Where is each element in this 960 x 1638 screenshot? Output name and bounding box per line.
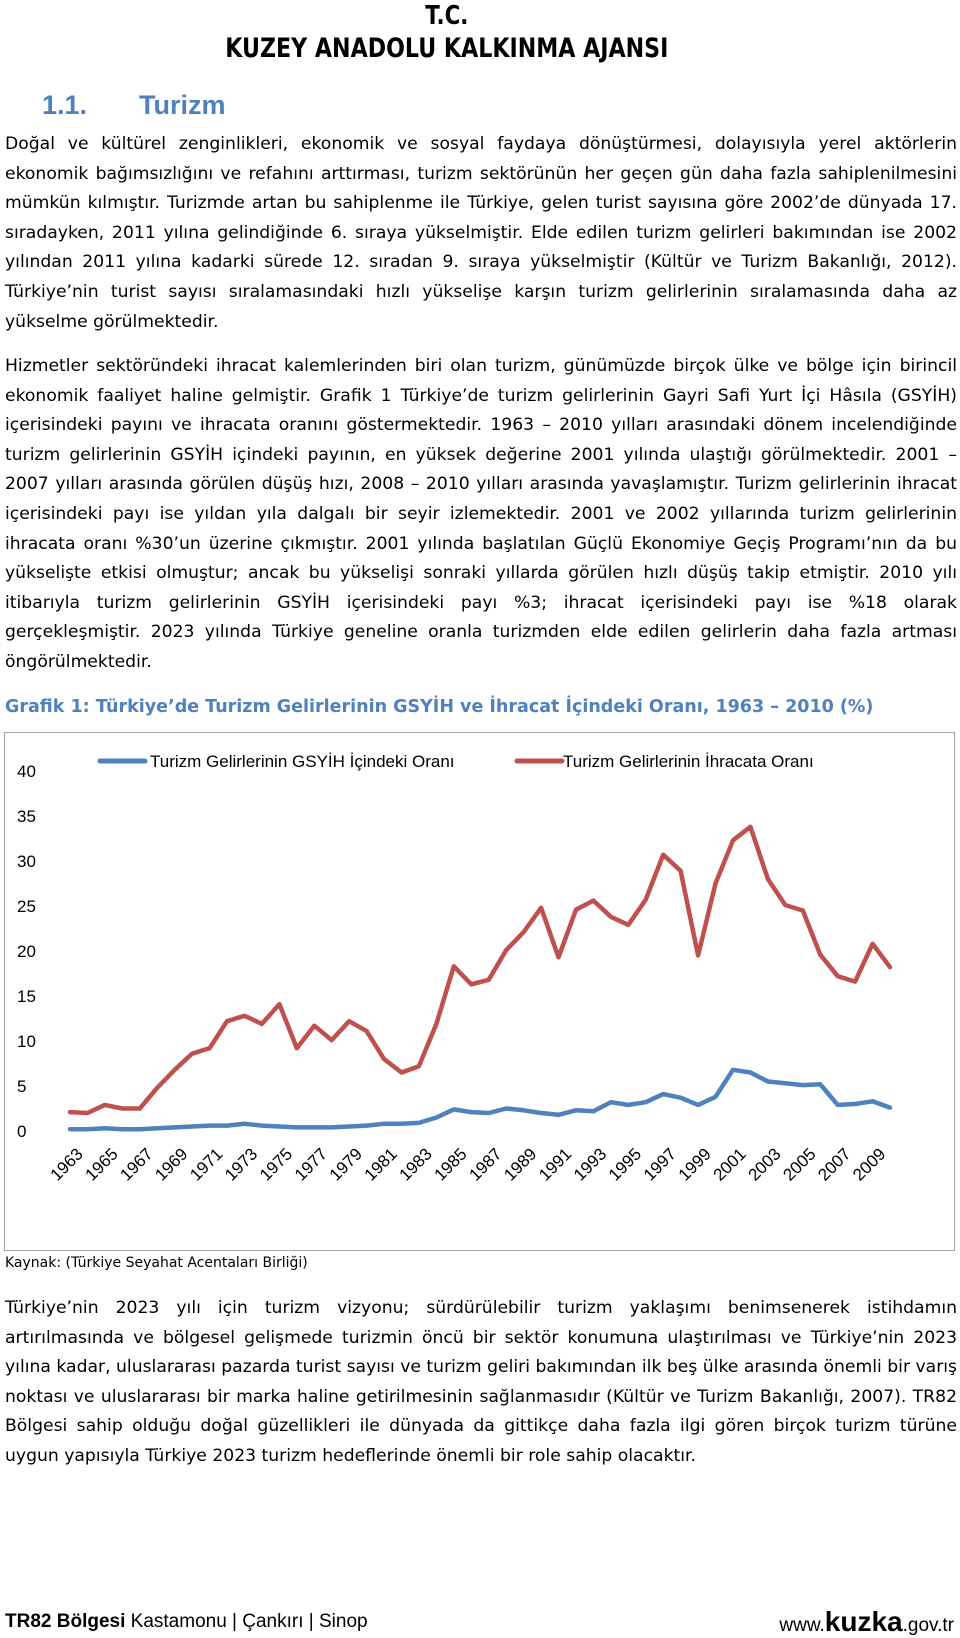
data-point-s2 xyxy=(854,980,857,983)
x-tick-label: 1977 xyxy=(290,1144,332,1185)
legend-label-1: Turizm Gelirlerinin GSYİH İçindeki Oranı xyxy=(150,752,455,771)
x-tick-label: 1987 xyxy=(465,1144,506,1185)
data-point-s1 xyxy=(452,1108,455,1111)
footer-url-brand: kuzka xyxy=(824,1606,903,1637)
footer-region-bold: TR82 Bölgesi xyxy=(5,1611,126,1632)
data-point-s1 xyxy=(592,1110,595,1113)
x-tick-label: 1995 xyxy=(604,1144,646,1185)
data-point-s2 xyxy=(330,1039,333,1042)
data-point-s1 xyxy=(330,1126,333,1129)
data-point-s2 xyxy=(644,898,647,901)
data-point-s1 xyxy=(766,1080,769,1083)
data-point-s1 xyxy=(609,1101,612,1104)
data-point-s2 xyxy=(121,1107,124,1110)
x-tick-label: 1985 xyxy=(430,1144,471,1185)
chart-container xyxy=(4,732,955,1251)
y-tick-label: 15 xyxy=(17,987,36,1006)
x-tick-label: 1983 xyxy=(395,1144,436,1185)
paragraph-2: Hizmetler sektöründeki ihracat kalemlerinden biri olan turizm, günümüzde birçok ülke ve bölge için birincil ekonomik faaliyet haline gelmiştir. Grafik 1 Türkiye’de turizm gelirlerinin Gayri Safi Yurt İçi Hâsıla (GSYİH) içerisindeki payını ve ihracata oranını göstermektedir. 1963 – 2010 yılları arasındaki dönem incelendiğinde turizm gelirlerinin GSYİH içindeki payının, en yüksek değerine 2001 yılında ulaştığı görülmektedir. 2001 – 2007 yılları arasında görülen düşüş hızı, 2008 – 2010 yılları arasında yavaşlamıştır. Turizm gelirlerinin ihracat içerisindeki payı ise yıldan yıla dalgalı bir seyir izlemektedir. 2001 ve 2002 yıllarında turizm gelirlerinin ihracata oranı %30’un üzerine çıkmıştır. 2001 yılında başlatılan Güçlü Ekonomiye Geçiş Programı’nın da bu yükselişte etkisi olmuştur; ancak bu yükselişi sonraki yıllarda görülen hızlı düşüş takip etmiştir. 2010 yılı itibarıyla turizm gelirlerinin GSYİH içerisindeki payı %3; ihracat içerisindeki payı ise %18 olarak gerçekleşmiştir. 2023 yılında Türkiye geneline oranla turizmden elde edilen gelirlerin daha fazla artması öngörülmektedir. xyxy=(5,356,957,672)
footer-region xyxy=(5,1611,368,1633)
section-number: 1.1. xyxy=(42,90,88,120)
data-point-s2 xyxy=(749,825,752,828)
data-point-s1 xyxy=(836,1103,839,1106)
data-point-s1 xyxy=(784,1082,787,1085)
data-point-s1 xyxy=(435,1116,438,1119)
data-point-s1 xyxy=(888,1106,891,1109)
data-point-s2 xyxy=(539,906,542,909)
data-point-s2 xyxy=(243,1014,246,1017)
x-tick-label: 1991 xyxy=(535,1144,576,1185)
data-point-s1 xyxy=(557,1113,560,1116)
y-tick-label: 20 xyxy=(17,942,36,961)
data-point-s1 xyxy=(400,1122,403,1125)
data-point-s2 xyxy=(871,942,874,945)
x-tick-label: 1969 xyxy=(151,1144,192,1185)
data-point-s1 xyxy=(696,1103,699,1106)
x-tick-label: 1967 xyxy=(116,1144,157,1185)
x-tick-label: 1963 xyxy=(46,1144,87,1185)
data-point-s2 xyxy=(696,954,699,957)
x-tick-label: 2007 xyxy=(814,1144,855,1185)
data-point-s1 xyxy=(417,1121,420,1124)
data-point-s2 xyxy=(86,1111,89,1114)
page-header xyxy=(225,0,668,66)
data-point-s2 xyxy=(173,1068,176,1071)
header-agency-name: KUZEY ANADOLU KALKINMA AJANSI xyxy=(224,33,668,64)
y-tick-label: 0 xyxy=(17,1122,27,1141)
y-tick-label: 40 xyxy=(17,762,36,781)
data-point-s2 xyxy=(365,1030,368,1033)
data-point-s2 xyxy=(522,931,525,934)
y-tick-label: 10 xyxy=(17,1032,36,1051)
x-tick-label: 1981 xyxy=(360,1144,401,1185)
data-point-s2 xyxy=(313,1024,316,1027)
data-point-s2 xyxy=(801,909,804,912)
data-point-s2 xyxy=(260,1022,263,1025)
x-tick-label: 2001 xyxy=(709,1144,750,1185)
data-point-s1 xyxy=(365,1124,368,1127)
data-point-s1 xyxy=(679,1096,682,1099)
data-point-s2 xyxy=(714,882,717,885)
figure-caption: Grafik 1: Türkiye’de Turizm Gelirlerinin GSYİH ve İhracat İçindeki Oranı, 1963 – 2010 (%) xyxy=(5,697,874,717)
data-point-s1 xyxy=(173,1126,176,1129)
data-point-s2 xyxy=(505,949,508,952)
data-point-s2 xyxy=(225,1020,228,1023)
data-point-s1 xyxy=(662,1093,665,1096)
paragraph-3: Türkiye’nin 2023 yılı için turizm vizyonu; sürdürülebilir turizm yaklaşımı benimsenerek istihdamın artırılmasında ve bölgesel gelişmede turizmin öncü bir sektör konumuna ulaştırılması ve Türkiye’nin 2023 yılına kadar, uluslararası pazarda turist sayısı ve turizm geliri bakımından ilk beş ülke arasında önemli bir varış noktası ve uluslararası bir marka haline getirilmesinin sağlanmasıdır (Kültür ve Turizm Bakanlığı, 2007). TR82 Bölgesi sahip olduğu doğal güzellikleri ile dünyada da gittikçe daha fazla ilgi gören birçok turizm türüne uygun yapısıyla Türkiye 2023 turizm hedeflerinde önemli bir role sahip olacaktır. xyxy=(5,1298,957,1466)
data-point-s2 xyxy=(574,908,577,911)
data-point-s2 xyxy=(836,975,839,978)
data-point-s1 xyxy=(225,1124,228,1127)
data-point-s1 xyxy=(801,1084,804,1087)
data-point-s1 xyxy=(260,1124,263,1127)
section-title: Turizm xyxy=(139,90,226,120)
data-point-s2 xyxy=(417,1065,420,1068)
data-point-s2 xyxy=(888,966,891,969)
x-tick-label: 2005 xyxy=(779,1144,820,1185)
data-point-s2 xyxy=(784,904,787,907)
data-point-s2 xyxy=(470,983,473,986)
data-point-s2 xyxy=(103,1103,106,1106)
x-tick-label: 1989 xyxy=(500,1144,541,1185)
x-tick-label: 1973 xyxy=(221,1144,262,1185)
data-point-s1 xyxy=(819,1083,822,1086)
data-point-s1 xyxy=(871,1100,874,1103)
data-point-s2 xyxy=(435,1022,438,1025)
data-point-s2 xyxy=(819,953,822,956)
y-tick-label: 30 xyxy=(17,852,36,871)
data-point-s1 xyxy=(313,1126,316,1129)
footer-url-prefix: www. xyxy=(779,1615,825,1636)
data-point-s1 xyxy=(627,1103,630,1106)
data-point-s2 xyxy=(382,1057,385,1060)
data-point-s1 xyxy=(86,1128,89,1131)
data-point-s1 xyxy=(574,1109,577,1112)
data-point-s2 xyxy=(400,1071,403,1074)
data-point-s1 xyxy=(854,1102,857,1105)
data-point-s2 xyxy=(208,1047,211,1050)
data-point-s1 xyxy=(68,1128,71,1131)
footer-provinces: Kastamonu | Çankırı | Sinop xyxy=(125,1611,368,1632)
data-point-s1 xyxy=(487,1111,490,1114)
data-point-s2 xyxy=(295,1047,298,1050)
data-point-s1 xyxy=(382,1122,385,1125)
paragraph-1: Doğal ve kültürel zenginlikleri, ekonomik ve sosyal faydaya dönüştürmesi, dolayısıyla yerel aktörlerin ekonomik bağımsızlığını ve refahını arttırması, turizm sektörünün her geçen gün daha fazla sahiplenilmesini mümkün kılmıştır. Turizmde artan bu sahiplenme ile Türkiye, gelen turist sayısına göre 2002’de dünyada 17. sıradayken, 2011 yılına gelindiğinde 6. sıraya yükselmiştir. Elde edilen turizm gelirleri bakımından ise 2002 yılından 2011 yılına kadarki sürede 12. sıradan 9. sıraya yükselmiştir (Kültür ve Turizm Bakanlığı, 2012). Türkiye’nin turist sayısı sıralamasındaki hızlı yükselişe karşın turizm gelirlerinin sıralamasında daha az yükselme görülmektedir. xyxy=(5,134,957,332)
data-point-s1 xyxy=(505,1107,508,1110)
data-point-s2 xyxy=(68,1111,71,1114)
data-point-s1 xyxy=(191,1125,194,1128)
x-tick-label: 2003 xyxy=(744,1144,785,1185)
data-point-s2 xyxy=(452,965,455,968)
data-point-s1 xyxy=(121,1128,124,1131)
data-point-s2 xyxy=(592,899,595,902)
data-point-s1 xyxy=(243,1122,246,1125)
data-point-s1 xyxy=(138,1128,141,1131)
series-line-2 xyxy=(70,827,890,1113)
footer-website[interactable] xyxy=(779,1606,954,1638)
data-point-s1 xyxy=(522,1109,525,1112)
figure-source: Kaynak: (Türkiye Seyahat Acentaları Birliği) xyxy=(5,1255,308,1271)
data-point-s2 xyxy=(191,1052,194,1055)
data-point-s1 xyxy=(714,1095,717,1098)
data-point-s2 xyxy=(627,923,630,926)
data-point-s1 xyxy=(156,1127,159,1130)
data-point-s2 xyxy=(278,1003,281,1006)
data-point-s2 xyxy=(348,1020,351,1023)
data-point-s2 xyxy=(679,869,682,872)
x-tick-label: 1971 xyxy=(186,1144,227,1185)
line-chart xyxy=(5,733,956,1252)
x-tick-label: 1999 xyxy=(674,1144,715,1185)
data-point-s1 xyxy=(278,1125,281,1128)
series-line-1 xyxy=(70,1070,890,1129)
data-point-s1 xyxy=(470,1111,473,1114)
data-point-s1 xyxy=(348,1125,351,1128)
y-tick-label: 35 xyxy=(17,807,36,826)
header-tc: T.C. xyxy=(424,1,469,31)
x-tick-label: 1993 xyxy=(570,1144,611,1185)
data-point-s2 xyxy=(138,1107,141,1110)
data-point-s1 xyxy=(644,1101,647,1104)
x-tick-label: 1975 xyxy=(256,1144,297,1185)
data-point-s2 xyxy=(487,978,490,981)
x-tick-label: 1997 xyxy=(639,1144,681,1185)
x-tick-label: 2009 xyxy=(849,1144,890,1185)
data-point-s2 xyxy=(156,1086,159,1089)
x-tick-label: 1965 xyxy=(81,1144,122,1185)
y-tick-label: 5 xyxy=(17,1077,27,1096)
x-tick-label: 1979 xyxy=(325,1144,366,1185)
data-point-s1 xyxy=(295,1126,298,1129)
data-point-s2 xyxy=(766,877,769,880)
data-point-s1 xyxy=(208,1124,211,1127)
data-point-s2 xyxy=(609,915,612,918)
data-point-s1 xyxy=(749,1071,752,1074)
footer-url-suffix: .gov.tr xyxy=(902,1615,954,1636)
data-point-s2 xyxy=(731,839,734,842)
data-point-s2 xyxy=(662,853,665,856)
legend-label-2: Turizm Gelirlerinin İhracata Oranı xyxy=(563,752,814,771)
data-point-s2 xyxy=(557,956,560,959)
data-point-s1 xyxy=(539,1111,542,1114)
data-point-s1 xyxy=(731,1068,734,1071)
data-point-s1 xyxy=(103,1127,106,1130)
y-tick-label: 25 xyxy=(17,897,36,916)
section-heading xyxy=(42,90,226,121)
